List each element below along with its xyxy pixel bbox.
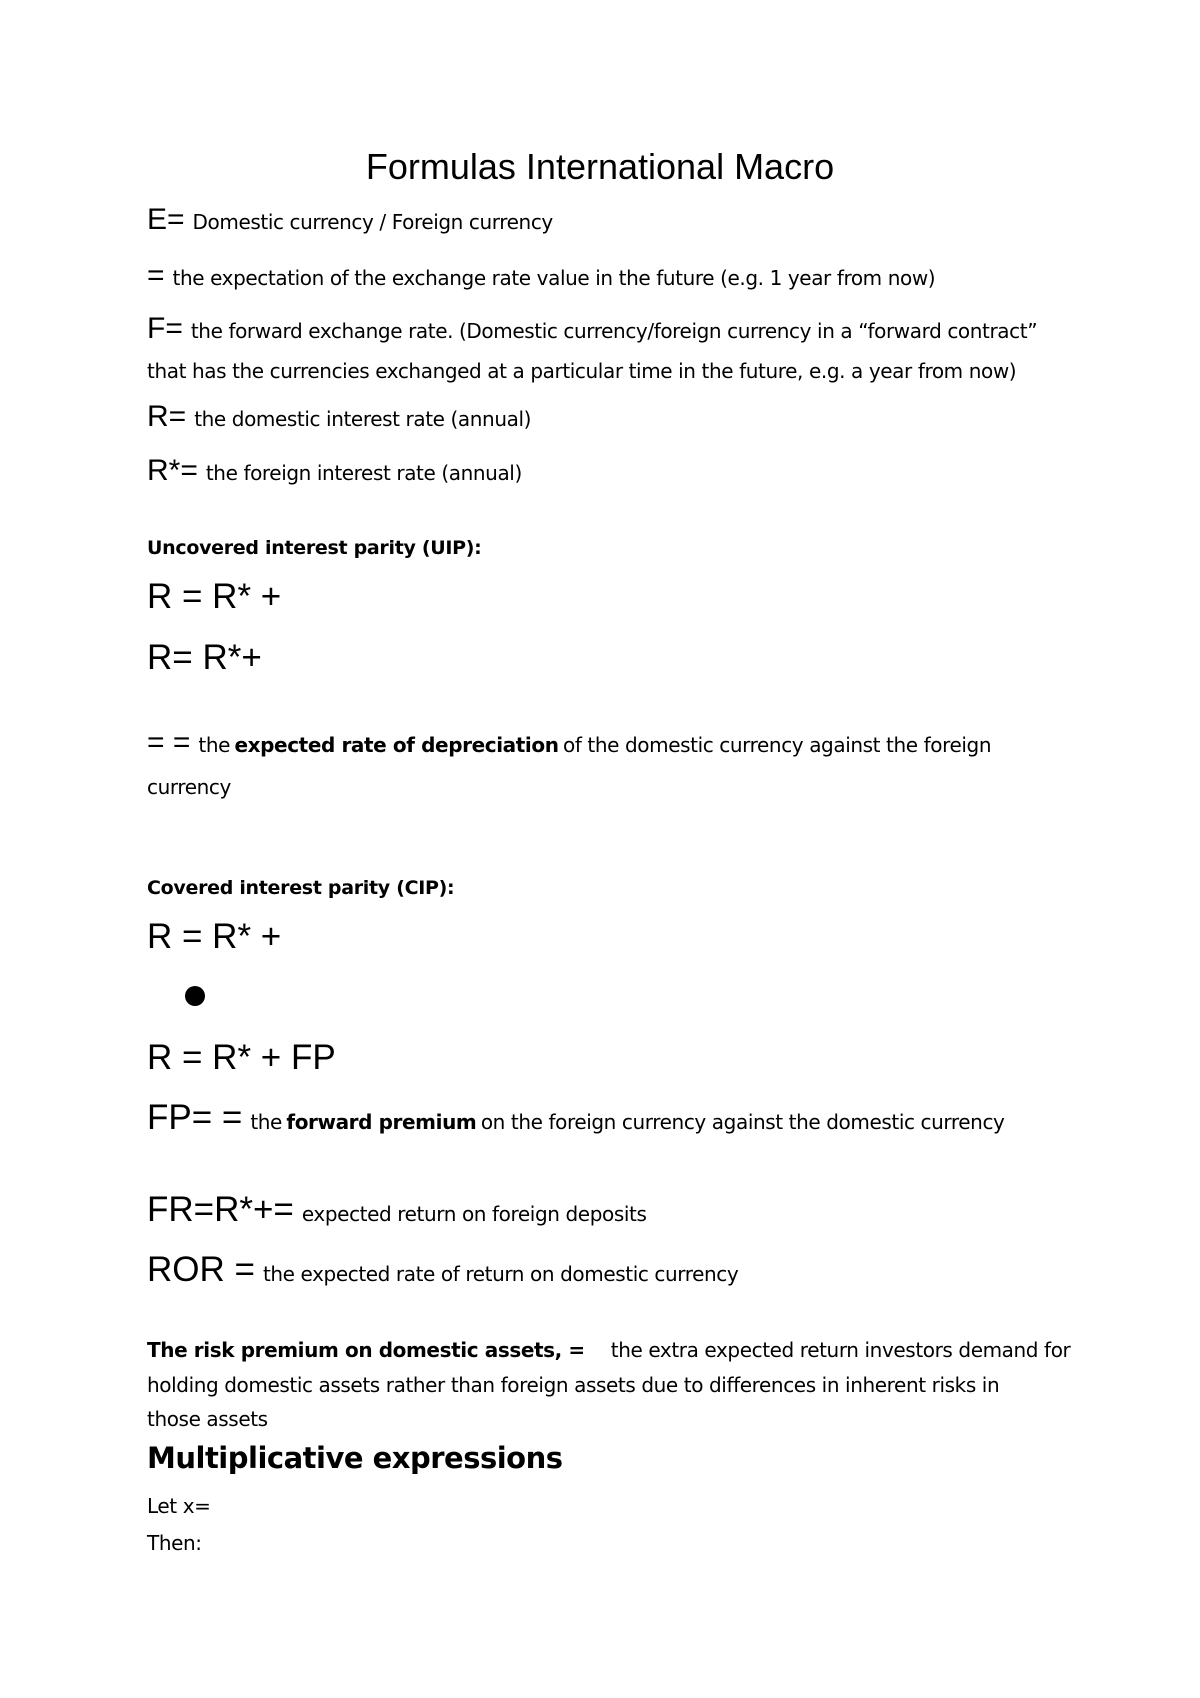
- definition-text: that has the currencies exchanged at a particular time in the future, e.g. a year from now): [147, 359, 1017, 383]
- uip-depreciation-continuation: [147, 777, 231, 798]
- uip-formula-1: R = R* +: [147, 577, 282, 616]
- definition-r: [147, 402, 531, 432]
- definition-text-pre: the: [250, 1110, 282, 1134]
- uip-formula-2: R= R*+: [147, 638, 262, 677]
- then-line: [147, 1533, 202, 1554]
- definition-symbol: FP= =: [147, 1098, 243, 1137]
- definition-symbol: FR=R*+=: [147, 1190, 294, 1229]
- definition-expected-e: [147, 261, 935, 291]
- risk-premium-text: the extra expected return investors demand for: [610, 1338, 1071, 1362]
- definition-symbol: = =: [147, 726, 191, 759]
- risk-premium-line-3: [147, 1409, 268, 1430]
- definition-symbol: R*=: [147, 454, 198, 487]
- definition-text-bold: expected rate of depreciation: [234, 733, 559, 757]
- risk-premium-text: those assets: [147, 1407, 268, 1431]
- definition-text-pre: the: [198, 733, 230, 757]
- definition-text-post: of the domestic currency against the foreign: [563, 733, 992, 757]
- let-line: [147, 1496, 211, 1517]
- definition-symbol: E=: [147, 203, 185, 236]
- definition-text: Domestic currency / Foreign currency: [192, 210, 553, 234]
- definition-text-bold: forward premium: [286, 1110, 477, 1134]
- uip-heading: Uncovered interest parity (UIP):: [147, 537, 482, 559]
- definition-f: [147, 314, 1037, 344]
- cip-formula-2: R = R* + FP: [147, 1038, 336, 1077]
- definition-text: currency: [147, 775, 231, 799]
- definition-f-continuation: [147, 361, 1016, 382]
- definition-symbol: R=: [147, 400, 187, 433]
- then-text: Then:: [147, 1531, 202, 1555]
- definition-text-post: on the foreign currency against the domestic currency: [480, 1110, 1005, 1134]
- definition-text: the domestic interest rate (annual): [194, 407, 532, 431]
- let-text: Let x=: [147, 1494, 211, 1518]
- cip-heading: Covered interest parity (CIP):: [147, 877, 455, 899]
- risk-premium-text: holding domestic assets rather than foreign assets due to differences in inherent risks in: [147, 1373, 1000, 1397]
- bullet-point: [185, 986, 205, 1006]
- uip-depreciation: [147, 728, 991, 758]
- definition-e: [147, 205, 553, 235]
- definition-text: the foreign interest rate (annual): [205, 461, 522, 485]
- definition-text: expected return on foreign deposits: [301, 1202, 647, 1226]
- definition-text: the forward exchange rate. (Domestic currency/foreign currency in a “forward contract”: [190, 319, 1038, 343]
- definition-symbol: ROR =: [147, 1250, 255, 1289]
- definition-symbol: F=: [147, 312, 183, 345]
- definition-r-star: [147, 456, 522, 486]
- cip-formula-1: R = R* +: [147, 917, 282, 956]
- risk-premium-line-2: [147, 1375, 999, 1396]
- return-domestic-currency: [147, 1252, 738, 1287]
- cip-forward-premium: [147, 1100, 1004, 1135]
- definition-text: the expectation of the exchange rate value in the future (e.g. 1 year from now): [172, 266, 936, 290]
- risk-premium-line-1: [147, 1340, 1070, 1361]
- definition-symbol: =: [147, 259, 165, 292]
- risk-premium-bold: The risk premium on domestic assets, =: [147, 1338, 585, 1362]
- document-title: Formulas International Macro: [365, 146, 835, 187]
- definition-text: the expected rate of return on domestic currency: [262, 1262, 739, 1286]
- multiplicative-heading: Multiplicative expressions: [147, 1441, 563, 1475]
- return-foreign-deposits: [147, 1192, 646, 1227]
